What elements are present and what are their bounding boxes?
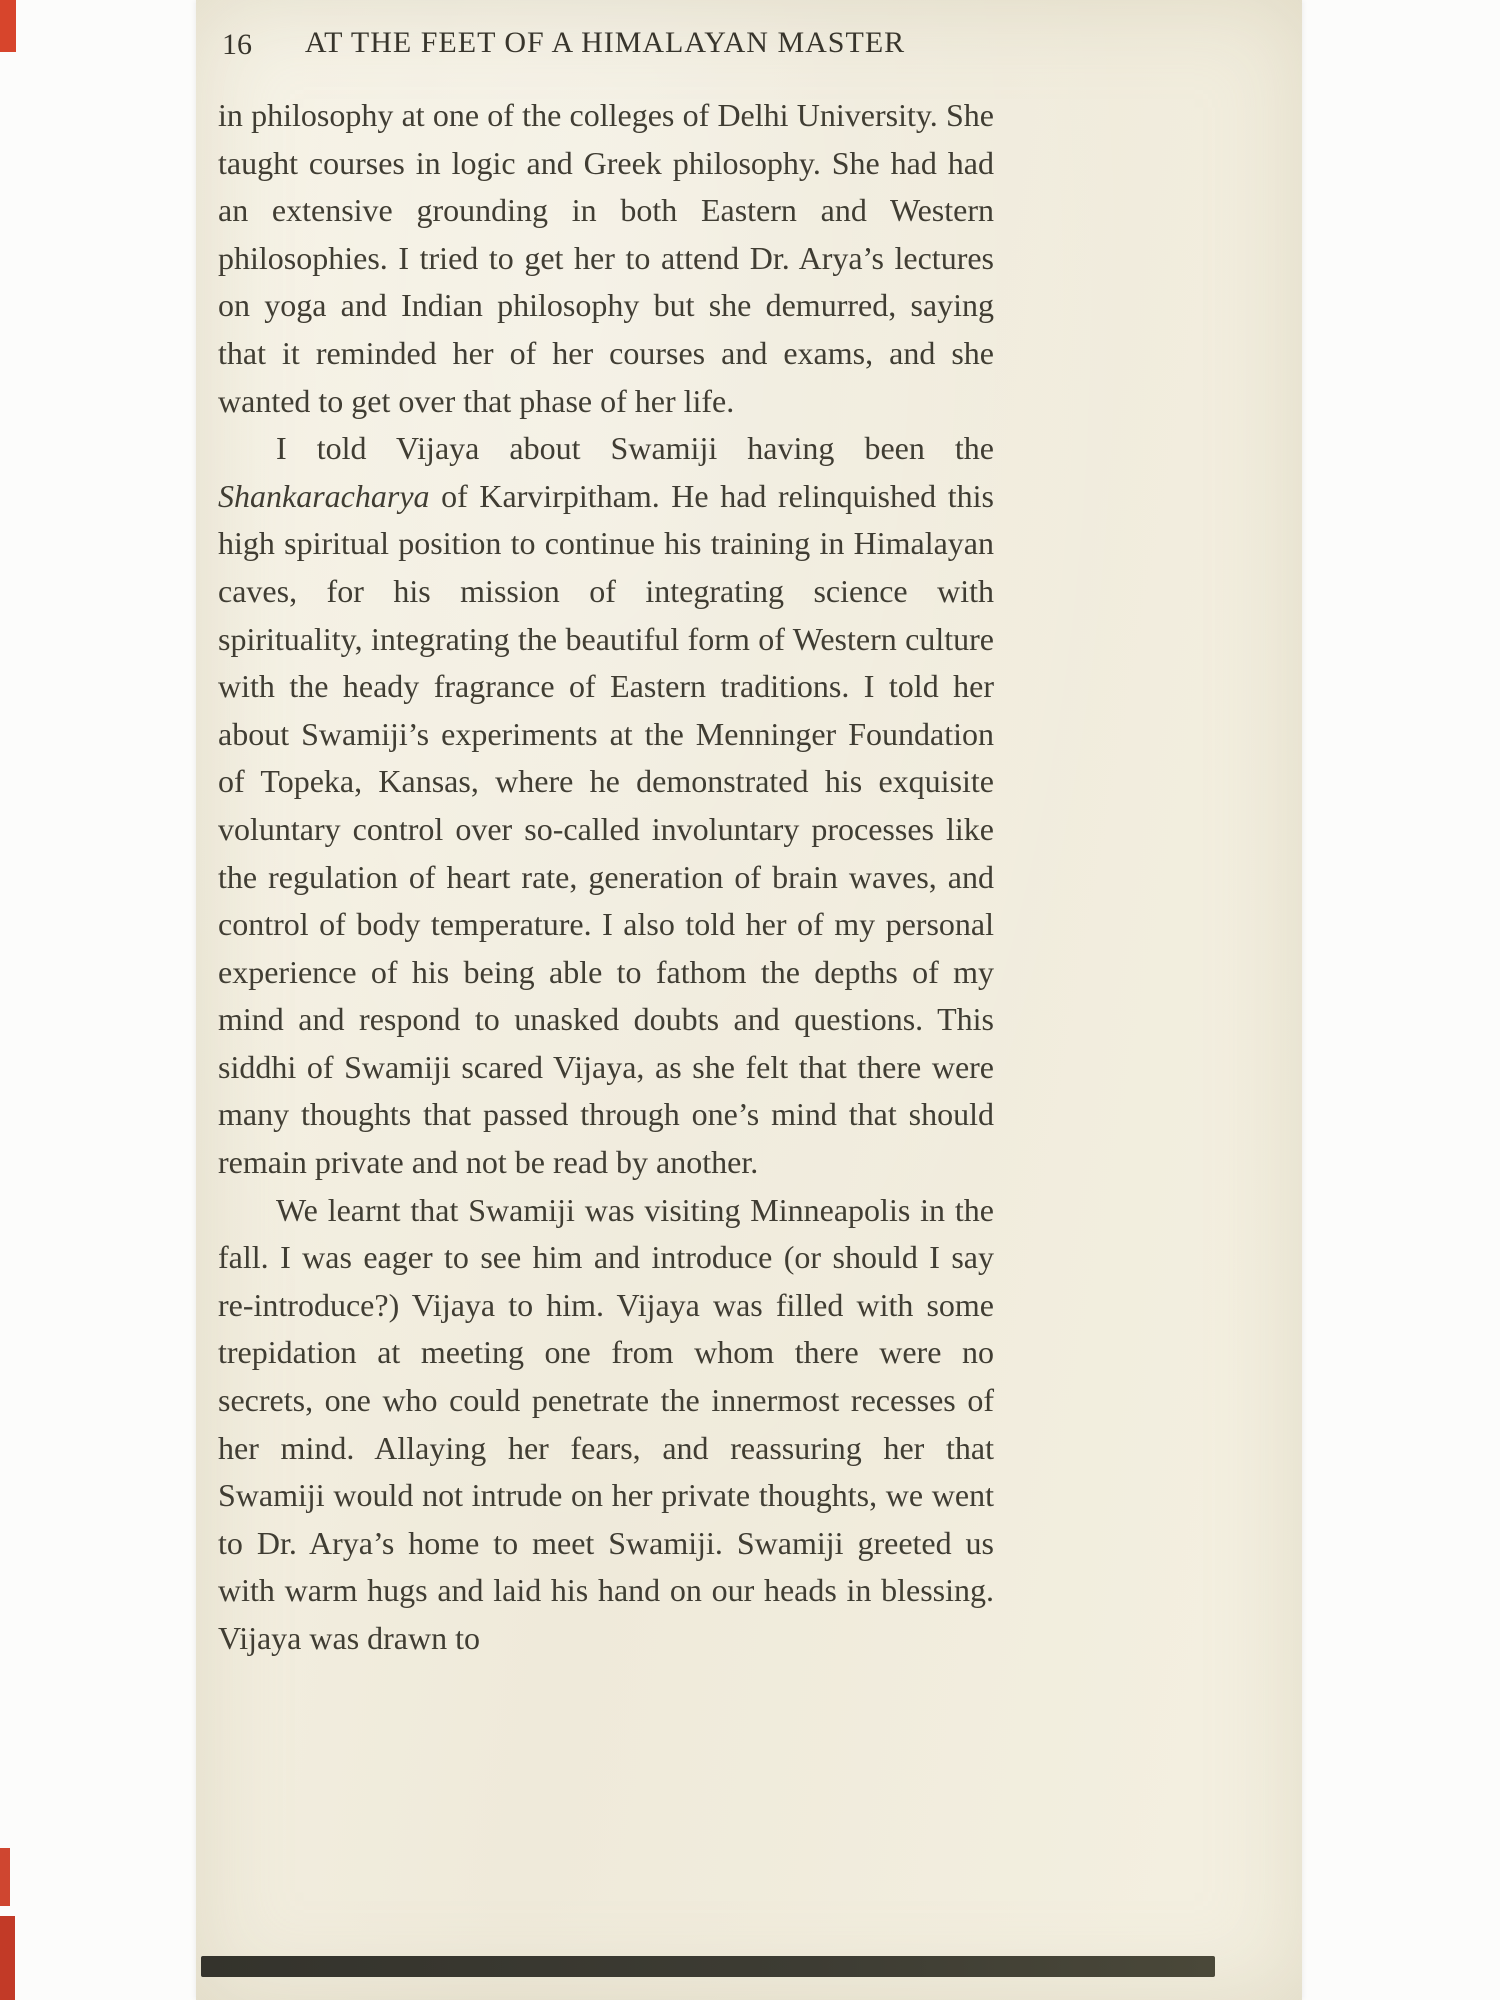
text-run: in philosophy at one of the colleges of Delhi University. She taught courses in logic and Greek philosophy. She had had an extensive grounding in both Eastern and Western philosophies. I tried to get her to attend Dr. Arya’s lectures on yoga and Indian philosophy but she demurred, saying that it reminded her of her courses and exams, and she wanted to get over that phase of her life. bbox=[218, 97, 994, 419]
page-header bbox=[218, 26, 992, 68]
book-page bbox=[196, 0, 1302, 2000]
italic-text-run: Shankaracharya bbox=[218, 477, 430, 514]
cover-edge-bottom bbox=[0, 1916, 15, 2000]
cover-edge-top bbox=[0, 0, 16, 52]
paragraph bbox=[218, 92, 994, 425]
page-number: 16 bbox=[222, 28, 252, 61]
text-run: I told Vijaya about Swamiji having been the bbox=[276, 430, 994, 467]
page-body bbox=[218, 92, 994, 1663]
text-run: We learnt that Swamiji was visiting Minneapolis in the fall. I was eager to see him and introduce (or should I say re-introduce?) Vijaya to him. Vijaya was filled with some trepidation at meeting one from whom there were no secrets, one who could penetrate the innermost recesses of her mind. Allaying her fears, and reassuring her that Swamiji would not intrude on her private thoughts, we went to Dr. Arya’s home to meet Swamiji. Swamiji greeted us with warm hugs and laid his hand on our heads in blessing. Vijaya was drawn to bbox=[218, 1191, 994, 1656]
text-run: of Karvirpitham. He had relinquished this high spiritual position to continue his training in Himalayan caves, for his mission of integrating science with spirituality, integrating the beautiful form of Western culture with the heady fragrance of Eastern traditions. I told her about Swamiji’s experiments at the Menninger Foundation of Topeka, Kansas, where he demonstrated his exquisite voluntary control over so-called involuntary processes like the regulation of heart rate, generation of brain waves, and control of body temperature. I also told her of my personal experience of his being able to fathom the depths of my mind and respond to unasked doubts and questions. This siddhi of Swamiji scared Vijaya, as she felt that there were many thoughts that passed through one’s mind that should remain private and not be read by another. bbox=[218, 477, 994, 1181]
running-header: AT THE FEET OF A HIMALAYAN MASTER bbox=[304, 26, 906, 59]
paragraph bbox=[218, 425, 994, 1187]
paragraph bbox=[218, 1187, 994, 1663]
cover-edge-mid bbox=[0, 1848, 10, 1906]
scan-shadow-band bbox=[201, 1956, 1215, 1977]
